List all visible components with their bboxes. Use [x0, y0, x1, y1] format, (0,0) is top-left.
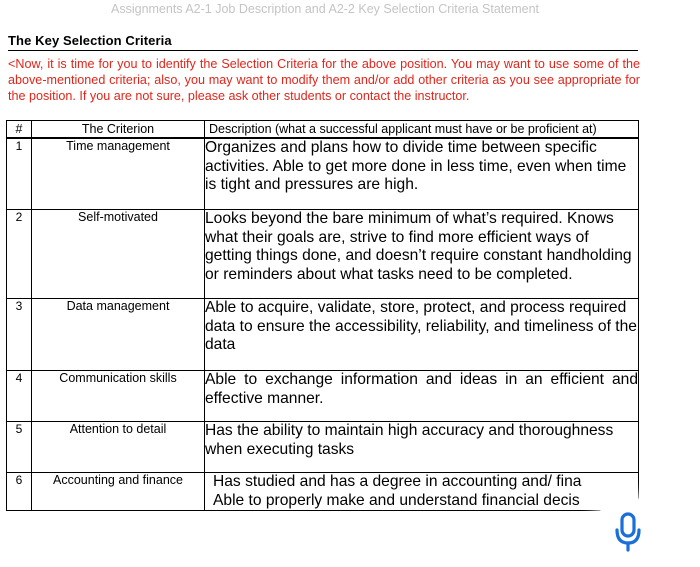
row-number: 6 [7, 473, 32, 511]
row-criterion: Attention to detail [32, 422, 205, 473]
row-number: 3 [7, 299, 32, 371]
row-criterion: Accounting and finance [32, 473, 205, 511]
table-row [7, 422, 639, 473]
row-number: 5 [7, 422, 32, 473]
table-row [7, 473, 639, 511]
row-description: Organizes and plans how to divide time between specific activities. Able to get more done in less time, even when time is tight and pressures are high. [205, 138, 639, 210]
row-description-line: Able to properly make and understand financial decis [213, 491, 580, 509]
instruction-text: <Now, it is time for you to identify the Selection Criteria for the above position. You may want to use some of the above-mentioned criteria; also, you may want to modify them and/or add other criteria as you see appropriate for the position. If you are not sure, please ask other students or contact the instructor. [8, 57, 640, 104]
row-description: Has the ability to maintain high accuracy and thoroughness when executing tasks [205, 422, 639, 473]
row-criterion: Self-motivated [32, 210, 205, 299]
row-description-line: Has studied and has a degree in accounting and/ fina [213, 473, 582, 490]
table-header-row [7, 121, 639, 139]
section-heading: The Key Selection Criteria [8, 33, 172, 48]
row-description: Able to acquire, validate, store, protect, and process required data to ensure the accessibility, reliability, and timeliness of the data [205, 299, 639, 371]
table-row [7, 138, 639, 210]
document-title: Assignments A2-1 Job Description and A2-2 Key Selection Criteria Statement [111, 2, 539, 16]
header-description: Description (what a successful applicant must have or be proficient at) [205, 121, 639, 139]
criteria-table [6, 120, 639, 511]
row-description: Able to exchange information and ideas in an efficient and effective manner. [205, 371, 639, 422]
row-number: 4 [7, 371, 32, 422]
table-row [7, 371, 639, 422]
row-criterion: Data management [32, 299, 205, 371]
row-criterion: Time management [32, 138, 205, 210]
header-criterion: The Criterion [32, 121, 205, 139]
table-row [7, 299, 639, 371]
row-description [205, 473, 639, 511]
header-number: # [7, 121, 32, 139]
row-criterion: Communication skills [32, 371, 205, 422]
table-row [7, 210, 639, 299]
row-description: Looks beyond the bare minimum of what’s required. Knows what their goals are, strive to find more efficient ways of getting things done, and doesn’t require constant handholding or reminders about what tasks need to be completed. [205, 210, 639, 299]
row-number: 1 [7, 138, 32, 210]
dictation-mic-button[interactable] [593, 497, 663, 567]
heading-underline [8, 50, 638, 51]
row-number: 2 [7, 210, 32, 299]
microphone-icon [614, 512, 642, 552]
